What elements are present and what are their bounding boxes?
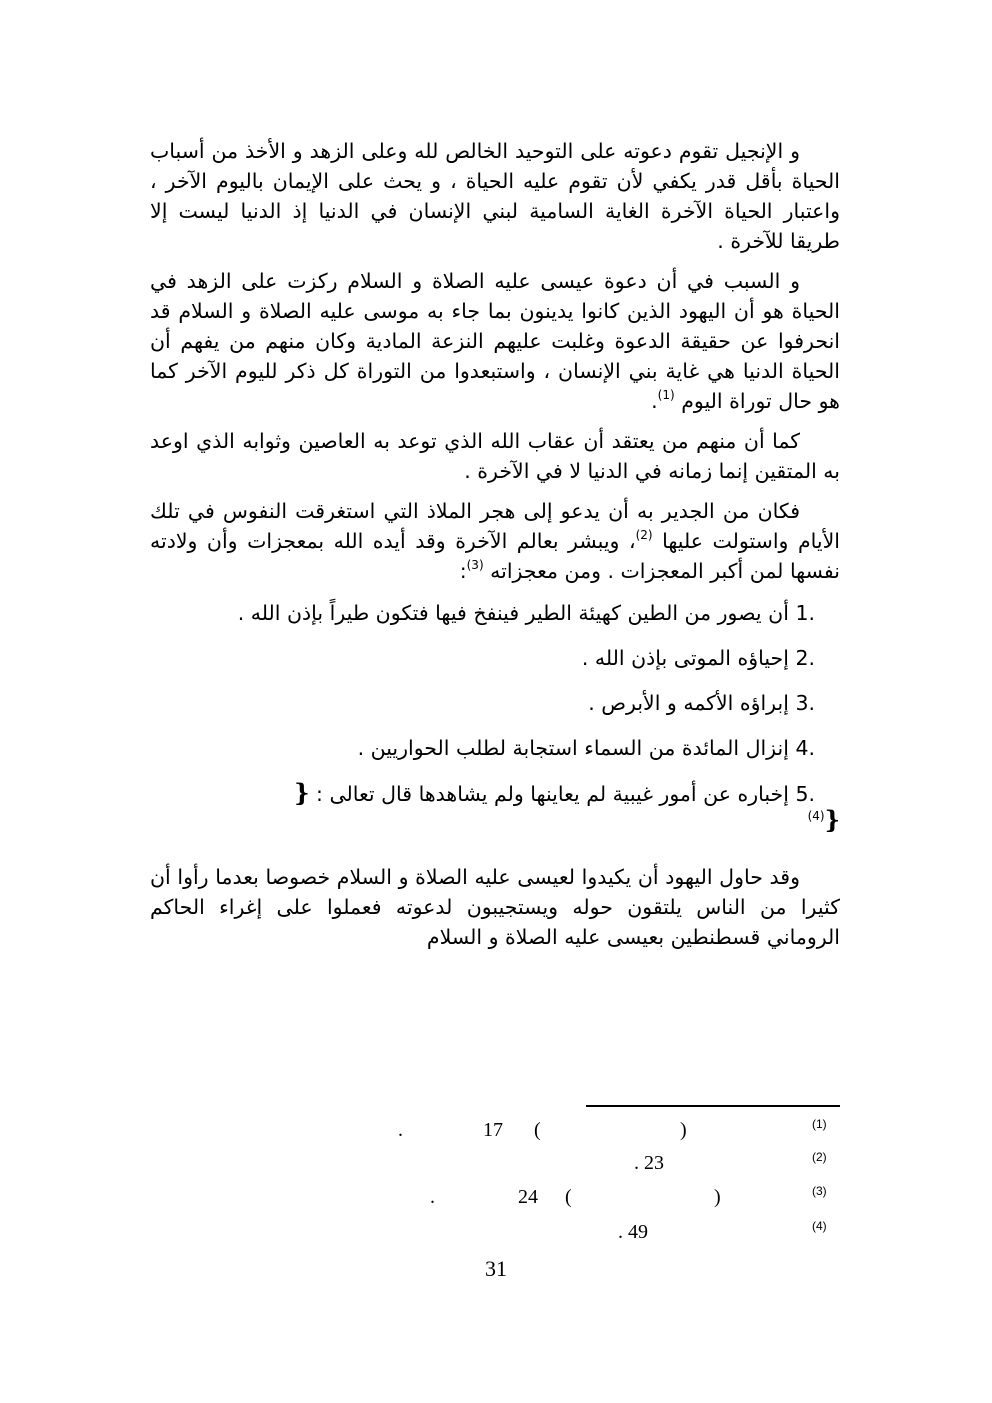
footnote-marker: (2): [812, 1150, 827, 1164]
footnote-2: (2) . 23: [150, 1150, 840, 1176]
paragraph-1: و الإنجيل تقوم دعوته على التوحيد الخالص لله وعلى الزهد و الأخذ من أسباب الحياة بأقل قدر يكفي لأن تقوم عليه الحياة ، و يحث على الإيمان باليوم الآخر ، واعتبار الحياة الآخرة الغاية السامية لبني الإنسان في الدنيا إذ الدنيا ليست إلا طريقا للآخرة .: [150, 139, 840, 253]
paragraph-4: فكان من الجدير به أن يدعو إلى هجر الملاذ التي استغرقت النفوس في تلك الأيام واستولت عليها $^{(2)}$، ويبشر بعالم الآخرة وقد أيده الله بمعجزات وأن ولادته نفسها لمن أكبر المعجزات . ومن معجزاته $^{(3)}$:: [150, 499, 840, 583]
list-item: 2. إحياؤه الموتى بإذن الله .: [581, 646, 815, 670]
footnote-3: (3) ) ( 24 .: [150, 1184, 840, 1210]
quote-open-brace: {: [294, 778, 310, 807]
paragraph-5: وقد حاول اليهود أن يكيدوا لعيسى عليه الصلاة و السلام خصوصا بعدما رأوا أن كثيرا من الناس يلتقون حوله ويستجيبون لدعوته فعملوا على إغراء الحاكم الروماني قسطنطين بعيسى عليه الصلاة و السلام: [150, 865, 840, 949]
body-text: [150, 136, 840, 962]
list-item: 5. إخباره عن أمور غيبية لم يعاينها ولم يشاهدها قال تعالى : {: [294, 778, 815, 807]
list-item: 3. إبراؤه الأكمه و الأبرص .: [588, 691, 815, 715]
miracles-list: [150, 596, 840, 836]
footnote-4: (4) . 49: [150, 1219, 840, 1245]
list-item: 1. أن يصور من الطين كهيئة الطير فينفخ فيها فتكون طيراً بإذن الله .: [237, 601, 815, 625]
page-number: 31: [485, 1256, 507, 1281]
footnote-ref-2: (2): [635, 528, 653, 542]
footnote-1: (1) ) ( 17 .: [150, 1117, 840, 1143]
paragraph-3: كما أن منهم من يعتقد أن عقاب الله الذي توعد به العاصين وثوابه الذي اوعد به المتقين إنما زمانه في الدنيا لا في الآخرة .: [150, 429, 840, 483]
paragraph-2: و السبب في أن دعوة عيسى عليه الصلاة و السلام ركزت على الزهد في الحياة هو أن اليهود الذين كانوا يدينون بما جاء به موسى عليه الصلاة و السلام قد انحرفوا عن حقيقة الدعوة وغلبت عليهم النزعة المادية وكان منهم من يفهم أن الحياة الدنيا هي غاية بني الإنسان ، واستبعدوا من التوراة كل ذكر لليوم الآخر كما هو حال توراة اليوم $^{(1)}$.: [150, 269, 840, 413]
footnote-marker: (4): [812, 1219, 827, 1233]
footnote-ref-4: (4): [807, 809, 825, 823]
footnote-ref-1: (1): [657, 388, 675, 402]
footnote-separator: [586, 1105, 840, 1107]
quote-close-brace: }: [824, 805, 840, 834]
list-item: 4. إنزال المائدة من السماء استجابة لطلب الحواريين .: [357, 736, 815, 760]
footnote-marker: (1): [812, 1117, 827, 1131]
footnote-marker: (3): [812, 1184, 827, 1198]
footnote-ref-3: (3): [466, 558, 484, 572]
